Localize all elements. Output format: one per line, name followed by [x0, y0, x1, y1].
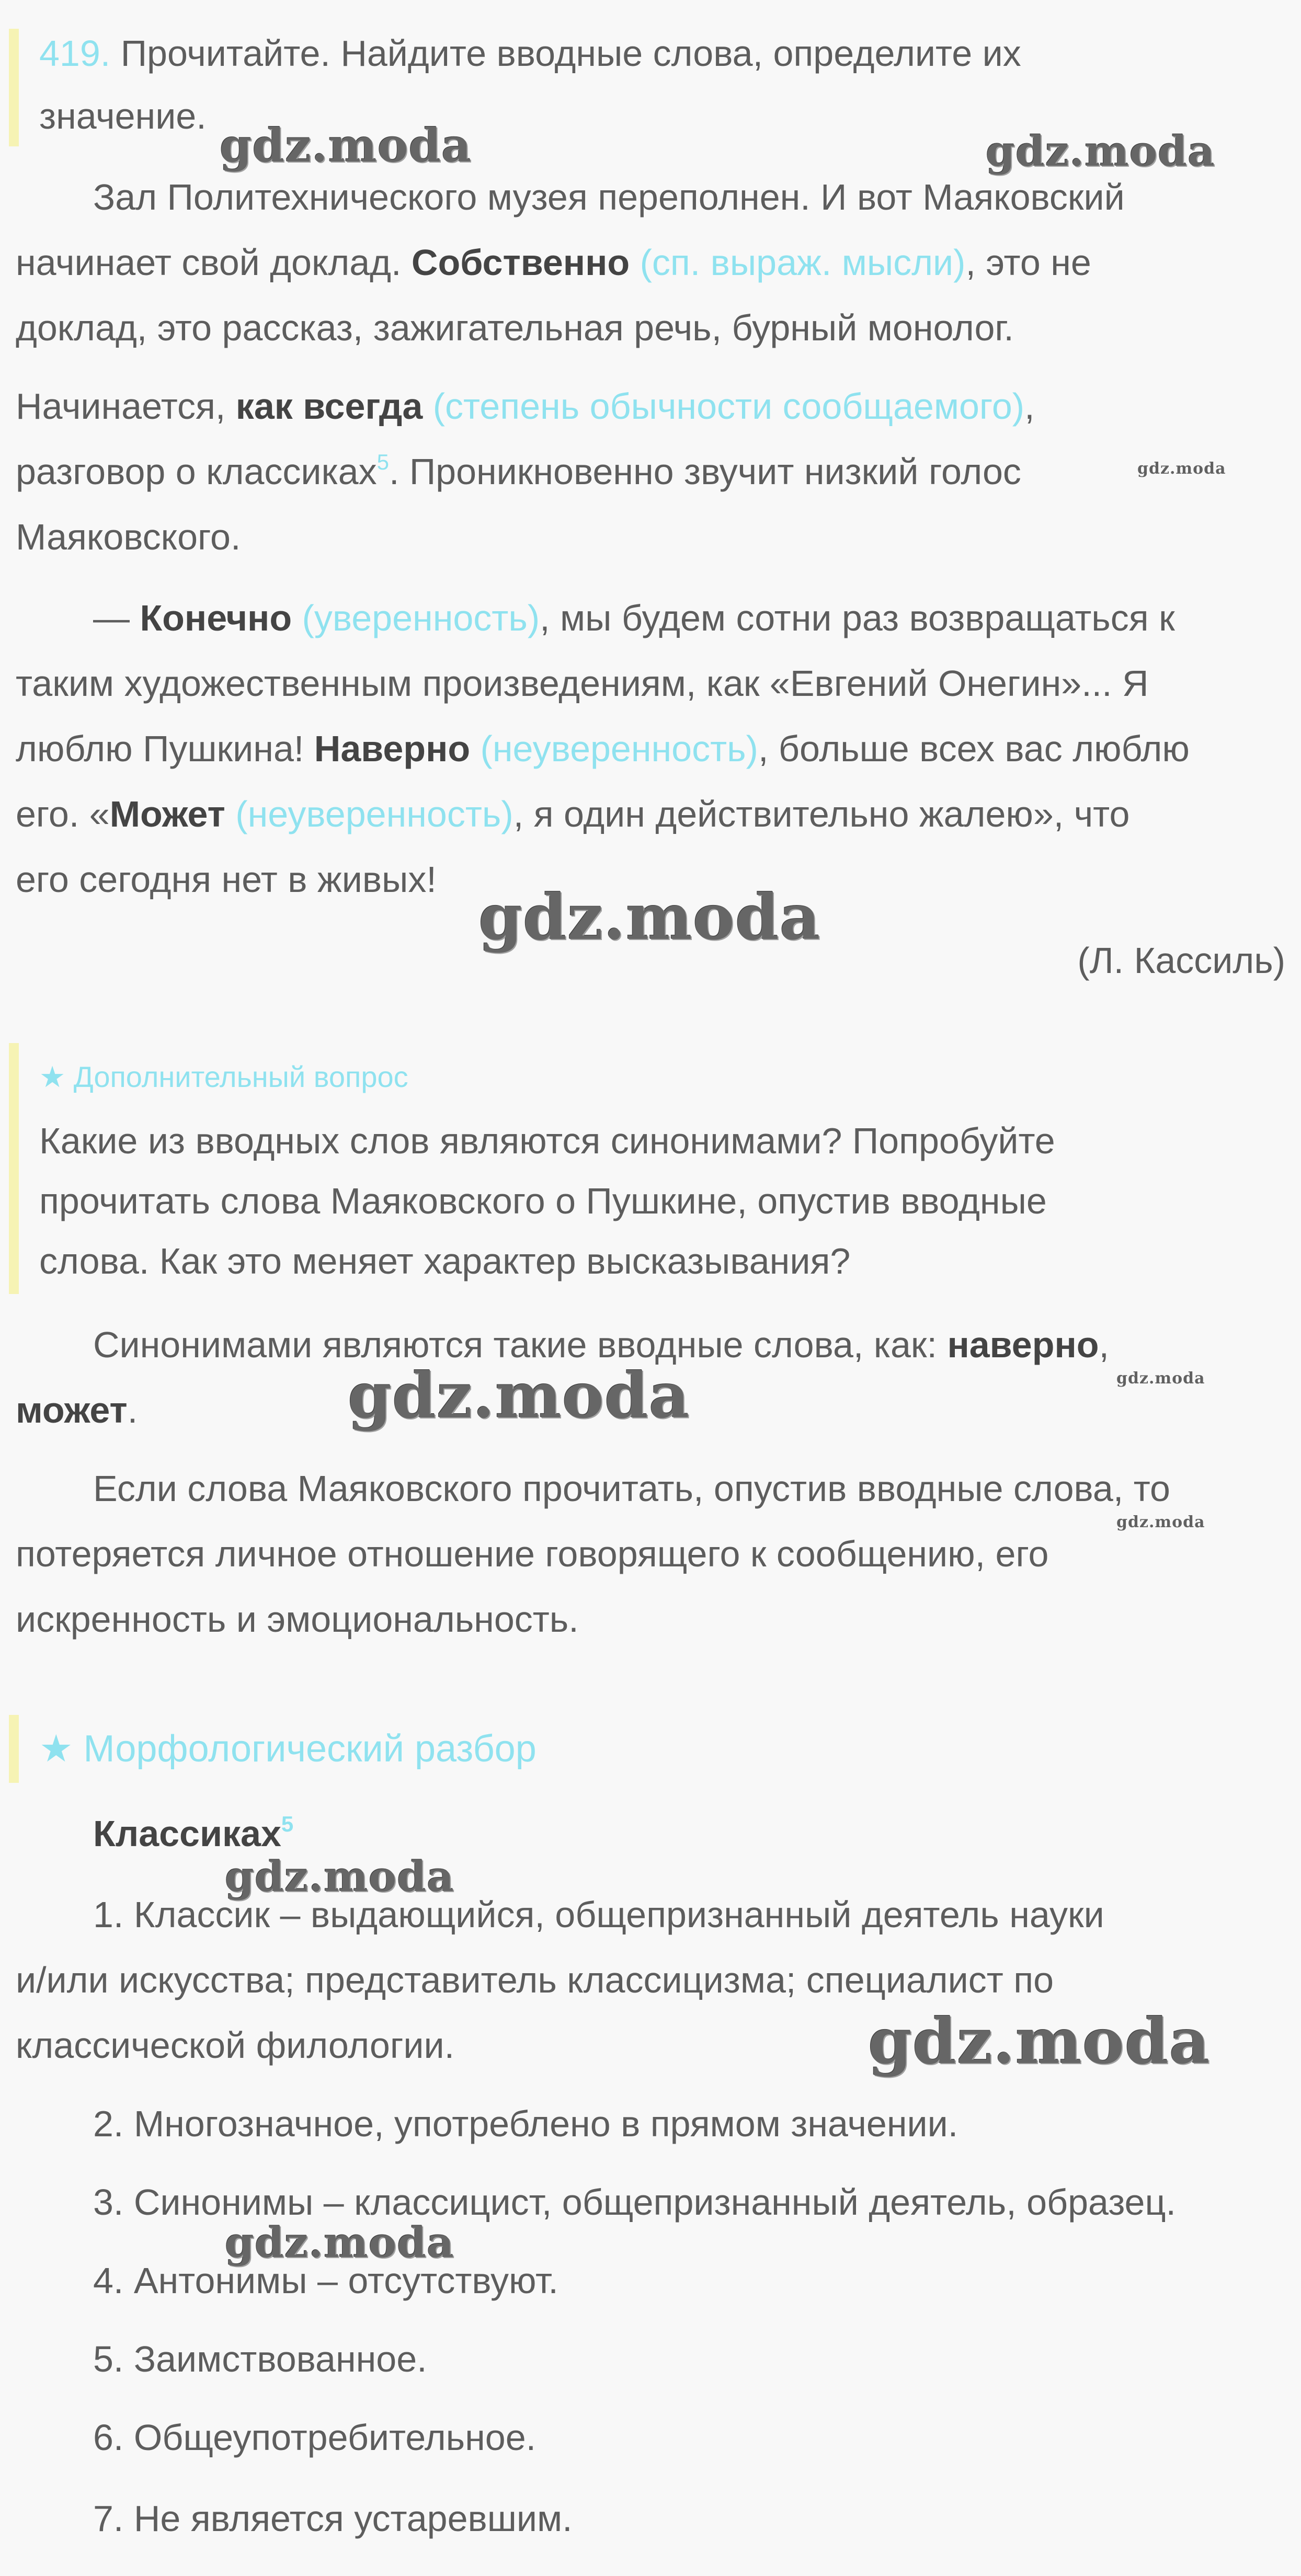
task-number: 419. — [39, 33, 111, 74]
morph-header: ★ Морфологический разбор — [39, 1728, 537, 1770]
task-prompt-line-2: значение. — [39, 96, 207, 136]
p3-line-2: таким художественным произведениям, как «Евгений Онегин»... Я — [16, 663, 1149, 704]
answer2-line-3: искренность и эмоциональность. — [16, 1599, 579, 1640]
question-line-3: слова. Как это меняет характер высказывания? — [39, 1241, 851, 1281]
watermark: gdz.moda — [348, 1359, 690, 1433]
p2-line-3: Маяковского. — [16, 517, 241, 557]
synonym-word: может — [16, 1390, 128, 1430]
synonym-word: наверно — [947, 1324, 1099, 1365]
morph-item-1-line-2: и/или искусства; представитель классицизма; специалист по — [16, 1960, 1054, 2000]
watermark: gdz.moda — [225, 2218, 454, 2267]
p3-line-4: его. «Может (неуверенность), я один действительно жалею», что — [16, 794, 1130, 834]
intro-note: (уверенность) — [292, 598, 540, 638]
extra-question-header: ★ Дополнительный вопрос — [39, 1060, 408, 1093]
answer1-line-1: Синонимами являются такие вводные слова, как: наверно, — [93, 1324, 1109, 1365]
intro-word: Собственно — [411, 242, 630, 283]
p3-line-3: люблю Пушкина! Наверно (неуверенность), больше всех вас люблю — [16, 728, 1190, 769]
watermark: gdz.moda — [1137, 460, 1226, 478]
author: (Л. Кассиль) — [1077, 940, 1285, 981]
intro-word: Конечно — [140, 598, 292, 638]
intro-note: (неуверенность) — [225, 794, 513, 834]
morph-item-2: 2. Многозначное, употреблено в прямом значении. — [93, 2103, 958, 2144]
morph-item-7: 7. Не является устаревшим. — [93, 2498, 573, 2539]
morph-word: Классиках$^5$ — [93, 1812, 294, 1854]
watermark: gdz.moda — [220, 118, 472, 173]
intro-word: Может — [109, 794, 225, 834]
morph-item-1-line-1: 1. Классик – выдающийся, общепризнанный деятель науки — [93, 1894, 1104, 1935]
watermark: gdz.moda — [986, 127, 1215, 176]
morph-item-6: 6. Общеупотребительное. — [93, 2417, 537, 2458]
watermark: gdz.moda — [1116, 1369, 1205, 1388]
morph-item-5: 5. Заимствованное. — [93, 2339, 427, 2379]
footnote-mark: 5 — [376, 450, 389, 474]
p1-line-1: Зал Политехнического музея переполнен. И вот Маяковский — [93, 177, 1125, 217]
morph-item-4: 4. Антонимы – отсутствуют. — [93, 2260, 558, 2301]
p3-line-5: его сегодня нет в живых! — [16, 859, 437, 900]
answer1-line-2: может. — [16, 1390, 138, 1430]
task-prompt-line-1: 419. Прочитайте. Найдите вводные слова, определите их — [39, 33, 1021, 74]
question-accent-bar — [9, 1043, 19, 1294]
intro-word: Наверно — [314, 728, 471, 769]
intro-note: (степень обычности сообщаемого) — [423, 386, 1025, 427]
p1-line-3: доклад, это рассказ, зажигательная речь, бурный монолог. — [16, 307, 1014, 348]
intro-note: (неуверенность) — [470, 728, 758, 769]
watermark: gdz.moda — [478, 880, 821, 954]
watermark: gdz.moda — [1116, 1513, 1205, 1531]
intro-word: как всегда — [235, 386, 423, 427]
task-accent-bar — [9, 29, 19, 146]
morph-accent-bar — [9, 1715, 19, 1783]
p3-line-1: — Конечно (уверенность), мы будем сотни раз возвращаться к — [93, 598, 1175, 638]
p1-line-2: начинает свой доклад. Собственно (сп. выраж. мысли), это не — [16, 242, 1091, 283]
question-line-2: прочитать слова Маяковского о Пушкине, опустив вводные — [39, 1181, 1047, 1221]
watermark: gdz.moda — [225, 1852, 454, 1901]
morph-item-3: 3. Синонимы – классицист, общепризнанный деятель, образец. — [93, 2182, 1176, 2223]
question-line-1: Какие из вводных слов являются синонимами? Попробуйте — [39, 1120, 1055, 1161]
answer2-line-2: потеряется личное отношение говорящего к сообщению, его — [16, 1533, 1049, 1574]
p2-line-2: разговор о классиках$^5$. Проникновенно звучит низкий голос — [16, 450, 1021, 492]
morph-item-1-line-3: классической филологии. — [16, 2025, 455, 2066]
intro-note: (сп. выраж. мысли) — [630, 242, 966, 283]
footnote-mark: 5 — [281, 1812, 294, 1836]
answer2-line-1: Если слова Маяковского прочитать, опустив вводные слова, то — [93, 1468, 1170, 1509]
watermark: gdz.moda — [868, 2005, 1211, 2078]
p2-line-1: Начинается, как всегда (степень обычности сообщаемого), — [16, 386, 1035, 427]
